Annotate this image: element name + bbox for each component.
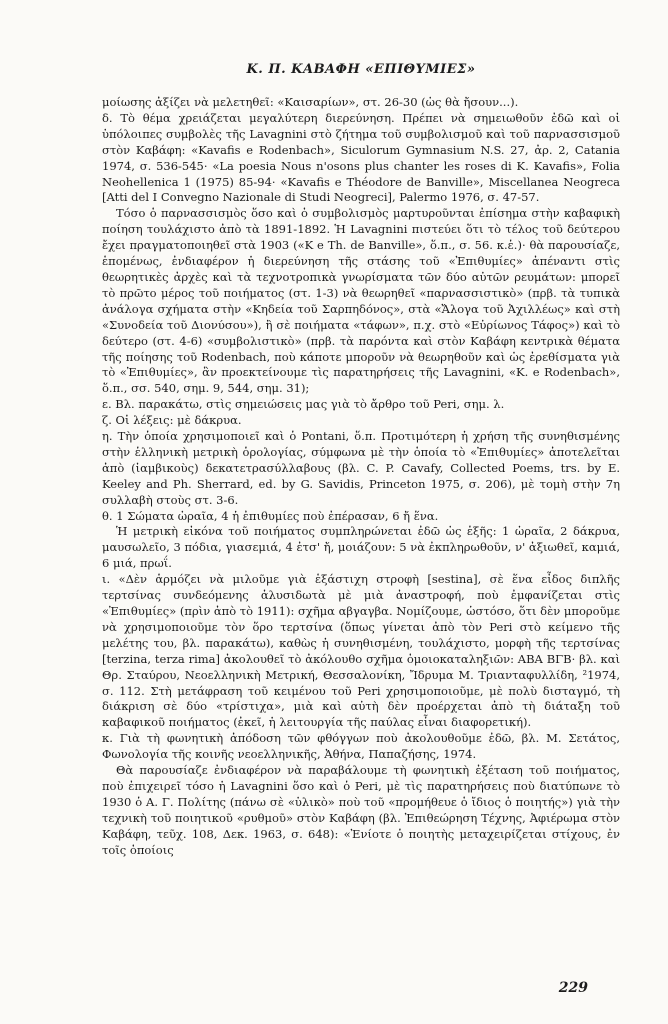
paragraph-phonetic: Θὰ παρουσίαζε ἐνδιαφέρον νὰ παραβάλουμε τὴ φωνητικὴ ἐξέταση τοῦ ποιήματος, ποὺ ἐπιχειρεῖ τόσο ἡ Lavagnini ὅσο καὶ ὁ Peri, μὲ τὶς παρατηρήσεις ποὺ διατύπωνε τὸ 1930 ὁ Α. Γ. Πολίτης (πάνω σὲ «ὑλικὸ» ποὺ τοῦ «προμήθευε ὁ ἴδιος ὁ ποιητής») γιὰ τὴν τεχνικὴ τοῦ ποιητικοῦ «ρυθμοῦ» στὸν Καβάφη (βλ. Ἐπιθεώρηση Τέχνης, Ἀφιέρωμα στὸν Καβάφη, τεῦχ. 108, Δεκ. 1963, σ. 648): «Ἐνίοτε ὁ ποιητὴς μεταχειρίζεται στίχους, ἐν τοῖς ὁποίοις [102, 763, 620, 857]
running-header: Κ. Π. ΚΑΒΑΦΗ «ΕΠΙΘΥΜΙΕΣ» [246, 62, 476, 77]
paragraph-continuation: μοίωσης ἀξίζει νὰ μελετηθεῖ: «Καισαρίων», στ. 26-30 (ὡς θὰ ἤσουν...). [102, 95, 519, 109]
page-number: 229 [558, 980, 588, 996]
note-zeta: ζ. Οἱ λέξεις: μὲ δάκρυα. [102, 413, 242, 428]
paragraph-metric-image: Ἡ μετρικὴ εἰκόνα τοῦ ποιήματος συμπληρώνεται ἐδῶ ὡς ἑξῆς: 1 ὡραῖα, 2 δάκρυα, μαυσωλεῖο, 3 πόδια, γιασεμιά, 4 ἐτσ' ἤ, μοιάζουν: 5 νὰ ἐκπληρωθοῦν, ν' ἀξιωθεῖ, καμιά, 6 μιά, πρωΐ. [102, 524, 620, 571]
note-epsilon: ε. Βλ. παρακάτω, στὶς σημειώσεις μας γιὰ τὸ ἄρθρο τοῦ Peri, σημ. λ. [102, 397, 505, 412]
paragraph-parnassism: Τόσο ὁ παρνασσισμὸς ὅσο καὶ ὁ συμβολισμὸς μαρτυροῦνται ἐπίσημα στὴν καβαφικὴ ποίηση τουλάχιστο ἀπὸ τὰ 1891-1892. Ἡ Lavagnini πιστεύει ὅτι τὸ τέλος τοῦ δεύτερου ἔχει πραγματοποιηθεῖ στὰ 1903 («K e Th. de Banville», ὅ.π., σ. 56. κ.ἑ.)· θὰ παρουσίαζε, ἑπομένως, ἐνδιαφέρον ἡ διερεύνηση τῆς στάσης τοῦ «Ἐπιθυμίες» ἀπέναντι στὶς θεωρητικὲς ἀρχὲς καὶ τὰ τεχνοτροπικὰ γνωρίσματα τῶν δύο αὐτῶν ρευμάτων: μπορεῖ τὸ πρῶτο μέρος τοῦ ποιήματος (στ. 1-3) νὰ θεωρηθεῖ «παρνασσιστικὸ» (πρβ. τὰ τυπικὰ ἀνάλογα σχήματα στὴν «Κηδεία τοῦ Σαρπηδόνος», στὰ «Ἄλογα τοῦ Ἀχιλλέως» καὶ στὴ «Συνοδεία τοῦ Διονύσου»), ἢ σὲ ποιήματα «τάφων», π.χ. στὸ «Εὐρίωνος Τάφος») καὶ τὸ δεύτερο (στ. 4-6) «συμβολιστικὸ» (πρβ. τὰ παρόντα καὶ στὸν Καβάφη κεντρικὰ θέματα τῆς ποίησης τοῦ Rodenbach, ποὺ κάποτε μποροῦν νὰ θεωρηθοῦν καὶ ὡς ἐρεθίσματα γιὰ τὸ «Ἐπιθυμίες», ἂν προεκτείνουμε τὶς παρατηρήσεις τῆς Lavagnini, «K. e Rodenbach», ὅ.π., σσ. 540, σημ. 9, 544, σημ. 31); [102, 206, 620, 396]
note-theta: θ. 1 Σώματα ὡραῖα, 4 ἡ ἐπιθυμίες ποὺ ἐπέρασαν, 6 ἤ ἕνα. [102, 508, 439, 523]
note-kappa: κ. Γιὰ τὴ φωνητικὴ ἀπόδοση τῶν φθόγγων ποὺ ἀκολουθοῦμε ἐδῶ, βλ. Μ. Σετάτος, Φωνολογία τῆς κοινῆς νεοελληνικῆς, Ἀθήνα, Παπαζήσης, 1974. [102, 731, 620, 762]
note-iota: ι. «Δὲν ἁρμόζει νὰ μιλοῦμε γιὰ ἑξάστιχη στροφὴ [sestina], σὲ ἕνα εἶδος διπλῆς τερτσίνας συνδεόμενης ἁλυσιδωτὰ μὲ μιὰ ἀναστροφή, ποὺ ἐμφανίζεται στὶς «Ἐπιθυμίες» (πρὶν ἀπὸ τὸ 1911): σχῆμα αβγαγβα. Νομίζουμε, ὡστόσο, ὅτι δὲν μποροῦμε νὰ χρησιμοποιοῦμε τὸν ὅρο τερτσίνα (ὅπως γίνεται ἀπὸ τὸν Peri στὸ κείμενο τῆς μελέτης του, βλ. παρακάτω), καθὼς ἡ συνηθισμένη, τουλάχιστο, μορφὴ τῆς τερτσίνας [terzina, terza rima] ἀκολουθεῖ τὸ ἀκόλουθο σχῆμα ὁμοιοκαταληξιῶν: ΑΒΑ ΒΓΒ· βλ. καὶ Θρ. Σταύρου, Νεοελληνικὴ Μετρική, Θεσσαλονίκη, Ἴδρυμα Μ. Τριανταφυλλίδη, ²1974, σ. 112. Στὴ μετάφραση τοῦ κειμένου τοῦ Peri χρησιμοποιοῦμε, μὲ πολὺ δισταγμό, τὴ διάκριση σὲ δύο «τρίστιχα», μιὰ καὶ αὐτὴ δὲν προέρχεται ἀπὸ τὴ διάταξη τοῦ καβαφικοῦ ποιήματος (ἐκεῖ, ἡ λειτουργία τῆς παύλας εἶναι διαφορετική). [102, 572, 620, 730]
body-text [102, 95, 620, 859]
note-eta: η. Τὴν ὁποία χρησιμοποιεῖ καὶ ὁ Pontani, ὅ.π. Προτιμότερη ἡ χρήση τῆς συνηθισμένης στὴν ἑλληνικὴ μετρικὴ ὁρολογίας, σύμφωνα μὲ τὴν ὁποία τὸ «Ἐπιθυμίες» ἀποτελεῖται ἀπὸ (ἰαμβικοὺς) δεκατετρασύλλαβους (βλ. C. P. Cavafy, Collected Poems, trs. by E. Keeley and Ph. Sherrard, ed. by G. Savidis, Princeton 1975, σ. 206), μὲ τομὴ στὴν 7η συλλαβὴ στοὺς στ. 3-6. [102, 429, 620, 507]
note-delta: δ. Τὸ θέμα χρειάζεται μεγαλύτερη διερεύνηση. Πρέπει νὰ σημειωθοῦν ἐδῶ καὶ οἱ ὑπόλοιπες συμβολὲς τῆς Lavagnini στὸ ζήτημα τοῦ συμβολισμοῦ καὶ τοῦ παρνασσισμοῦ στὸν Καβάφη: «Kavafis e Rodenbach», Siculorum Gymnasium N.S. 27, ἀρ. 2, Catania 1974, σ. 536-545· «La poesia Nous n'osons plus chanter les roses di K. Kavafis», Folia Neohellenica 1 (1975) 85-94· «Kavafis e Théodore de Banville», Miscellanea Neogreca [Atti del I Convegno Nazionale di Studi Neogreci], Palermo 1976, σ. 47-57. [102, 110, 620, 205]
